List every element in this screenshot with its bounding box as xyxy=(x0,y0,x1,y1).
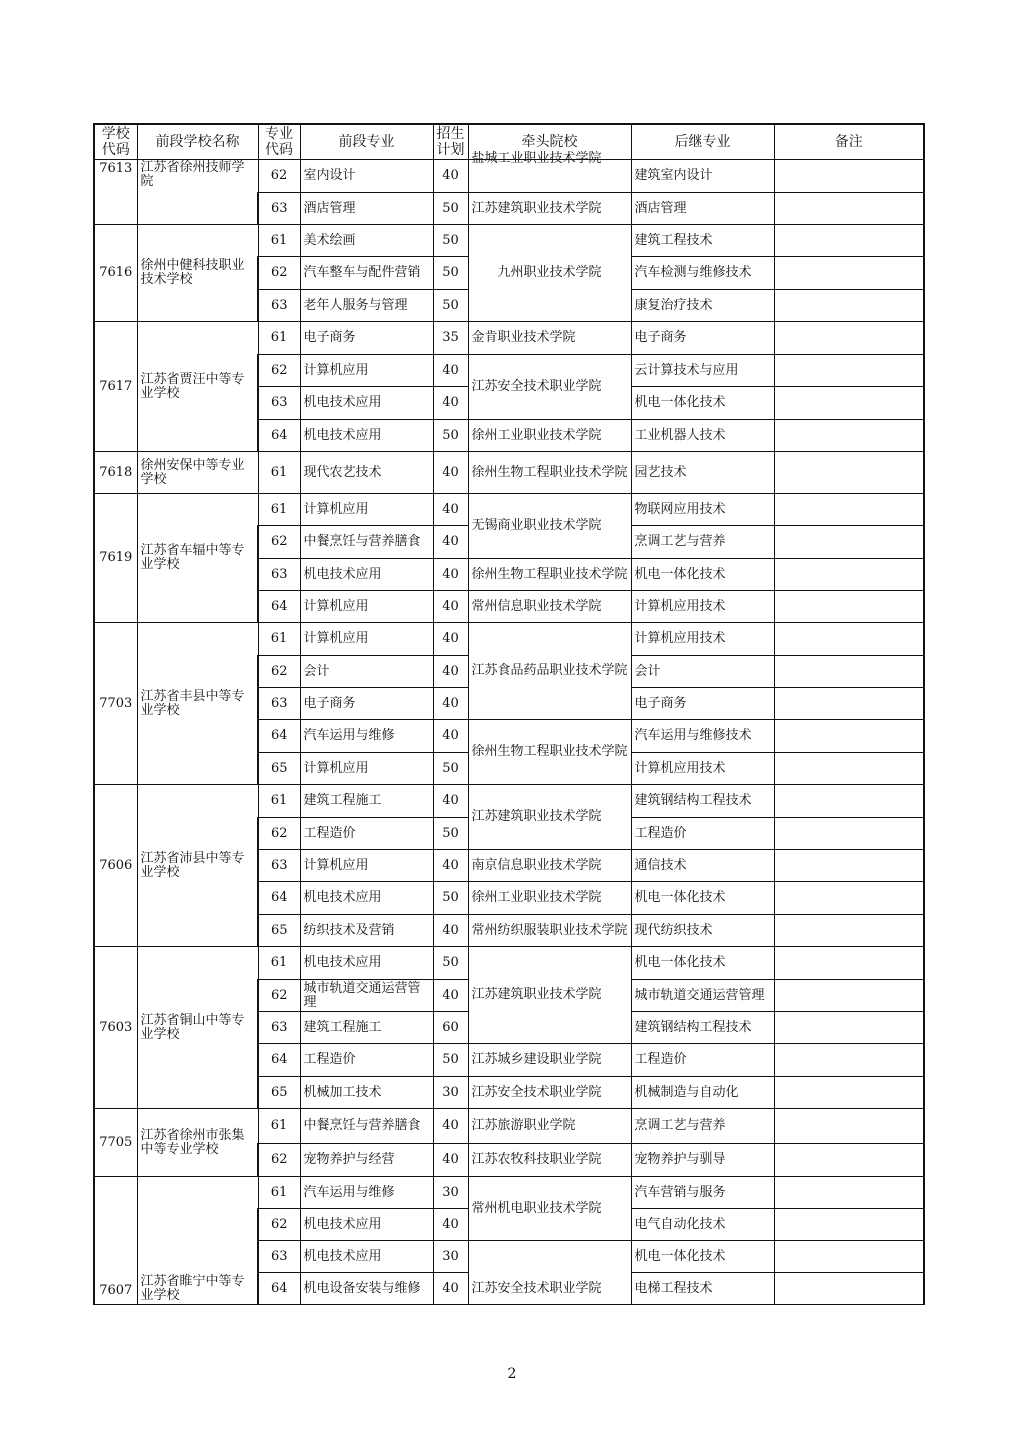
school-name: 徐州安保中等专业学校 xyxy=(137,452,258,494)
follow-major: 云计算技术与应用 xyxy=(631,355,774,387)
school-code: 7603 xyxy=(94,947,137,1109)
lead-college-cut xyxy=(468,151,631,193)
remark-cell xyxy=(774,947,924,980)
plan-count: 50 xyxy=(433,818,468,850)
front-major: 计算机应用 xyxy=(300,355,433,387)
major-code: 65 xyxy=(258,915,300,947)
major-code: 64 xyxy=(258,1273,300,1305)
follow-major: 会计 xyxy=(631,656,774,688)
lead-college: 常州机电职业技术学院 xyxy=(468,1177,631,1241)
remark-cell xyxy=(774,1012,924,1044)
major-code: 62 xyxy=(258,818,300,850)
remark-cell xyxy=(774,818,924,850)
lead-college: 九州职业技术学院 xyxy=(468,225,631,322)
school-name: 江苏省车辐中等专业学校 xyxy=(137,494,258,623)
header-front-major: 前段专业 xyxy=(300,124,433,160)
major-code: 64 xyxy=(258,720,300,753)
major-code: 64 xyxy=(258,882,300,915)
school-code: 7705 xyxy=(94,1109,137,1177)
follow-major: 计算机应用技术 xyxy=(631,753,774,785)
major-code: 64 xyxy=(258,1044,300,1077)
table-row xyxy=(94,322,924,355)
follow-major: 酒店管理 xyxy=(631,193,774,225)
front-major: 电子商务 xyxy=(300,688,433,720)
front-major: 机械加工技术 xyxy=(300,1077,433,1109)
school-code: 7613 xyxy=(94,160,137,225)
major-code: 63 xyxy=(258,1012,300,1044)
school-name: 江苏省睢宁中等专业学校 xyxy=(137,1177,258,1305)
school-name: 江苏省铜山中等专业学校 xyxy=(137,947,258,1109)
lead-college: 江苏食品药品职业技术学院 xyxy=(468,623,631,720)
front-major: 汽车运用与维修 xyxy=(300,720,433,753)
lead-college: 徐州工业职业技术学院 xyxy=(468,420,631,452)
follow-major: 计算机应用技术 xyxy=(631,591,774,623)
front-major: 计算机应用 xyxy=(300,591,433,623)
major-code: 63 xyxy=(258,1241,300,1273)
plan-count: 50 xyxy=(433,420,468,452)
major-code: 61 xyxy=(258,452,300,494)
major-code: 63 xyxy=(258,850,300,882)
school-code: 7616 xyxy=(94,225,137,322)
front-major: 现代农艺技术 xyxy=(300,452,433,494)
follow-major: 机电一体化技术 xyxy=(631,1241,774,1273)
front-major: 机电技术应用 xyxy=(300,387,433,420)
remark-cell xyxy=(774,688,924,720)
plan-count: 40 xyxy=(433,559,468,591)
front-major: 建筑工程施工 xyxy=(300,785,433,818)
plan-count: 50 xyxy=(433,225,468,257)
follow-major: 建筑钢结构工程技术 xyxy=(631,785,774,818)
major-code: 62 xyxy=(258,355,300,387)
school-code: 7703 xyxy=(94,623,137,785)
remark-cell xyxy=(774,290,924,322)
front-major: 机电技术应用 xyxy=(300,1241,433,1273)
follow-major: 汽车检测与维修技术 xyxy=(631,257,774,290)
remark-cell xyxy=(774,1109,924,1144)
table-row xyxy=(94,785,924,818)
follow-major: 机电一体化技术 xyxy=(631,947,774,980)
remark-cell xyxy=(774,257,924,290)
front-major: 计算机应用 xyxy=(300,623,433,656)
table-row xyxy=(94,160,924,193)
front-major: 城市轨道交通运营管理 xyxy=(300,980,433,1012)
header-plan: 招生计划 xyxy=(433,124,468,160)
remark-cell xyxy=(774,591,924,623)
front-major: 建筑工程施工 xyxy=(300,1012,433,1044)
plan-count: 40 xyxy=(433,160,468,193)
major-code: 65 xyxy=(258,1077,300,1109)
front-major: 计算机应用 xyxy=(300,850,433,882)
major-code: 62 xyxy=(258,1209,300,1241)
follow-major: 建筑工程技术 xyxy=(631,225,774,257)
front-major: 美术绘画 xyxy=(300,225,433,257)
remark-cell xyxy=(774,882,924,915)
front-major: 老年人服务与管理 xyxy=(300,290,433,322)
plan-count: 50 xyxy=(433,882,468,915)
remark-cell xyxy=(774,559,924,591)
header-school-name: 前段学校名称 xyxy=(137,124,258,160)
remark-cell xyxy=(774,720,924,753)
remark-cell xyxy=(774,753,924,785)
front-major: 工程造价 xyxy=(300,818,433,850)
school-name: 江苏省贾汪中等专业学校 xyxy=(137,322,258,452)
remark-cell xyxy=(774,656,924,688)
major-code: 64 xyxy=(258,420,300,452)
table-row xyxy=(94,623,924,656)
plan-count: 40 xyxy=(433,1109,468,1144)
lead-college: 徐州生物工程职业技术学院 xyxy=(468,720,631,785)
school-name: 江苏省徐州市张集中等专业学校 xyxy=(137,1109,258,1177)
lead-college: 江苏建筑职业技术学院 xyxy=(468,785,631,850)
remark-cell xyxy=(774,322,924,355)
follow-major: 机电一体化技术 xyxy=(631,559,774,591)
plan-count: 40 xyxy=(433,526,468,559)
remark-cell xyxy=(774,1044,924,1077)
plan-count: 40 xyxy=(433,688,468,720)
major-code: 62 xyxy=(258,257,300,290)
plan-count: 40 xyxy=(433,915,468,947)
follow-major: 电子商务 xyxy=(631,322,774,355)
plan-count: 40 xyxy=(433,452,468,494)
follow-major: 汽车营销与服务 xyxy=(631,1177,774,1209)
follow-major: 园艺技术 xyxy=(631,452,774,494)
plan-count: 40 xyxy=(433,494,468,526)
plan-count: 50 xyxy=(433,947,468,980)
remark-cell xyxy=(774,785,924,818)
table-row xyxy=(94,1109,924,1144)
table-row xyxy=(94,947,924,980)
plan-count: 40 xyxy=(433,591,468,623)
lead-college: 金肯职业技术学院 xyxy=(468,322,631,355)
plan-count: 50 xyxy=(433,290,468,322)
front-major: 工程造价 xyxy=(300,1044,433,1077)
school-code: 7617 xyxy=(94,322,137,452)
school-code: 7618 xyxy=(94,452,137,494)
front-major: 会计 xyxy=(300,656,433,688)
lead-college: 徐州工业职业技术学院 xyxy=(468,882,631,915)
front-major: 计算机应用 xyxy=(300,494,433,526)
lead-college: 常州纺织服装职业技术学院 xyxy=(468,915,631,947)
remark-cell xyxy=(774,494,924,526)
front-major: 汽车运用与维修 xyxy=(300,1177,433,1209)
remark-cell xyxy=(774,452,924,494)
remark-cell xyxy=(774,160,924,193)
major-code: 62 xyxy=(258,980,300,1012)
follow-major: 机电一体化技术 xyxy=(631,882,774,915)
school-name: 江苏省丰县中等专业学校 xyxy=(137,623,258,785)
front-major: 宠物养护与经营 xyxy=(300,1144,433,1177)
table-row xyxy=(94,1177,924,1209)
follow-major: 康复治疗技术 xyxy=(631,290,774,322)
remark-cell xyxy=(774,1273,924,1305)
front-major: 电子商务 xyxy=(300,322,433,355)
major-code: 63 xyxy=(258,290,300,322)
lead-college: 无锡商业职业技术学院 xyxy=(468,494,631,559)
plan-count: 30 xyxy=(433,1241,468,1273)
major-code: 61 xyxy=(258,947,300,980)
plan-count: 40 xyxy=(433,850,468,882)
major-code: 61 xyxy=(258,1177,300,1209)
follow-major: 电气自动化技术 xyxy=(631,1209,774,1241)
major-code: 62 xyxy=(258,656,300,688)
major-code: 61 xyxy=(258,225,300,257)
remark-cell xyxy=(774,915,924,947)
remark-cell xyxy=(774,1209,924,1241)
table-row xyxy=(94,494,924,526)
remark-cell xyxy=(774,1177,924,1209)
major-code: 63 xyxy=(258,387,300,420)
front-major: 机电技术应用 xyxy=(300,882,433,915)
lead-college: 江苏安全技术职业学院 xyxy=(468,1077,631,1109)
enrollment-table xyxy=(93,123,925,1305)
major-code: 65 xyxy=(258,753,300,785)
school-name: 江苏省徐州技师学院 xyxy=(137,160,258,225)
remark-cell xyxy=(774,355,924,387)
major-code: 62 xyxy=(258,526,300,559)
front-major: 室内设计 xyxy=(300,160,433,193)
major-code: 62 xyxy=(258,160,300,193)
front-major: 中餐烹饪与营养膳食 xyxy=(300,1109,433,1144)
plan-count: 60 xyxy=(433,1012,468,1044)
lead-college: 徐州生物工程职业技术学院 xyxy=(468,452,631,494)
major-code: 64 xyxy=(258,591,300,623)
lead-college: 南京信息职业技术学院 xyxy=(468,850,631,882)
follow-major: 现代纺织技术 xyxy=(631,915,774,947)
plan-count: 30 xyxy=(433,1177,468,1209)
plan-count: 40 xyxy=(433,387,468,420)
major-code: 61 xyxy=(258,1109,300,1144)
front-major: 汽车整车与配件营销 xyxy=(300,257,433,290)
follow-major: 城市轨道交通运营管理 xyxy=(631,980,774,1012)
enrollment-table-container xyxy=(93,123,923,1307)
lead-college: 江苏城乡建设职业学院 xyxy=(468,1044,631,1077)
remark-cell xyxy=(774,1144,924,1177)
follow-major: 电子商务 xyxy=(631,688,774,720)
school-code: 7606 xyxy=(94,785,137,947)
major-code: 62 xyxy=(258,1144,300,1177)
lead-college: 徐州生物工程职业技术学院 xyxy=(468,559,631,591)
plan-count: 50 xyxy=(433,753,468,785)
lead-college: 江苏旅游职业学院 xyxy=(468,1109,631,1144)
plan-count: 40 xyxy=(433,656,468,688)
major-code: 63 xyxy=(258,193,300,225)
table-row xyxy=(94,452,924,494)
major-code: 63 xyxy=(258,559,300,591)
follow-major: 机械制造与自动化 xyxy=(631,1077,774,1109)
plan-count: 40 xyxy=(433,785,468,818)
front-major: 机电技术应用 xyxy=(300,559,433,591)
major-code: 61 xyxy=(258,494,300,526)
plan-count: 40 xyxy=(433,355,468,387)
page-number: 2 xyxy=(507,1366,517,1382)
cut-text: 盐城工业职业技术学院 xyxy=(471,151,602,166)
lead-college: 江苏建筑职业技术学院 xyxy=(468,947,631,1044)
remark-cell xyxy=(774,193,924,225)
school-name: 徐州中健科技职业技术学校 xyxy=(137,225,258,322)
follow-major: 工业机器人技术 xyxy=(631,420,774,452)
lead-college: 江苏安全技术职业学院 xyxy=(468,355,631,420)
plan-count: 40 xyxy=(433,720,468,753)
lead-college: 江苏农牧科技职业学院 xyxy=(468,1144,631,1177)
plan-count: 50 xyxy=(433,1044,468,1077)
major-code: 61 xyxy=(258,623,300,656)
remark-cell xyxy=(774,387,924,420)
header-follow-major: 后继专业 xyxy=(631,124,774,160)
major-code: 63 xyxy=(258,688,300,720)
remark-cell xyxy=(774,980,924,1012)
follow-major: 建筑钢结构工程技术 xyxy=(631,1012,774,1044)
front-major: 机电技术应用 xyxy=(300,1209,433,1241)
follow-major: 烹调工艺与营养 xyxy=(631,1109,774,1144)
follow-major: 机电一体化技术 xyxy=(631,387,774,420)
follow-major: 通信技术 xyxy=(631,850,774,882)
table-row xyxy=(94,225,924,257)
header-major-code: 专业代码 xyxy=(258,124,300,160)
lead-college: 江苏安全技术职业学院 xyxy=(468,1241,631,1305)
follow-major: 工程造价 xyxy=(631,818,774,850)
school-name: 江苏省沛县中等专业学校 xyxy=(137,785,258,947)
major-code: 61 xyxy=(258,785,300,818)
remark-cell xyxy=(774,420,924,452)
major-code: 61 xyxy=(258,322,300,355)
header-lead-college: 牵头院校 xyxy=(468,124,631,160)
follow-major: 工程造价 xyxy=(631,1044,774,1077)
remark-cell xyxy=(774,623,924,656)
follow-major: 物联网应用技术 xyxy=(631,494,774,526)
remark-cell xyxy=(774,1077,924,1109)
follow-major: 计算机应用技术 xyxy=(631,623,774,656)
front-major: 中餐烹饪与营养膳食 xyxy=(300,526,433,559)
plan-count: 40 xyxy=(433,1273,468,1305)
front-major: 机电设备安装与维修 xyxy=(300,1273,433,1305)
remark-cell xyxy=(774,225,924,257)
header-school-code: 学校代码 xyxy=(94,124,137,160)
plan-count: 40 xyxy=(433,980,468,1012)
header-remark: 备注 xyxy=(774,124,924,160)
lead-college: 江苏建筑职业技术学院 xyxy=(468,193,631,225)
follow-major: 电梯工程技术 xyxy=(631,1273,774,1305)
lead-college: 常州信息职业技术学院 xyxy=(468,591,631,623)
follow-major: 建筑室内设计 xyxy=(631,160,774,193)
plan-count: 50 xyxy=(433,257,468,290)
plan-count: 40 xyxy=(433,623,468,656)
school-code: 7607 xyxy=(94,1177,137,1305)
plan-count: 35 xyxy=(433,322,468,355)
front-major: 机电技术应用 xyxy=(300,947,433,980)
follow-major: 汽车运用与维修技术 xyxy=(631,720,774,753)
follow-major: 宠物养护与驯导 xyxy=(631,1144,774,1177)
front-major: 计算机应用 xyxy=(300,753,433,785)
plan-count: 50 xyxy=(433,193,468,225)
plan-count: 40 xyxy=(433,1144,468,1177)
front-major: 酒店管理 xyxy=(300,193,433,225)
remark-cell xyxy=(774,526,924,559)
front-major: 纺织技术及营销 xyxy=(300,915,433,947)
school-code: 7619 xyxy=(94,494,137,623)
plan-count: 40 xyxy=(433,1209,468,1241)
front-major: 机电技术应用 xyxy=(300,420,433,452)
follow-major: 烹调工艺与营养 xyxy=(631,526,774,559)
plan-count: 30 xyxy=(433,1077,468,1109)
remark-cell xyxy=(774,1241,924,1273)
remark-cell xyxy=(774,850,924,882)
